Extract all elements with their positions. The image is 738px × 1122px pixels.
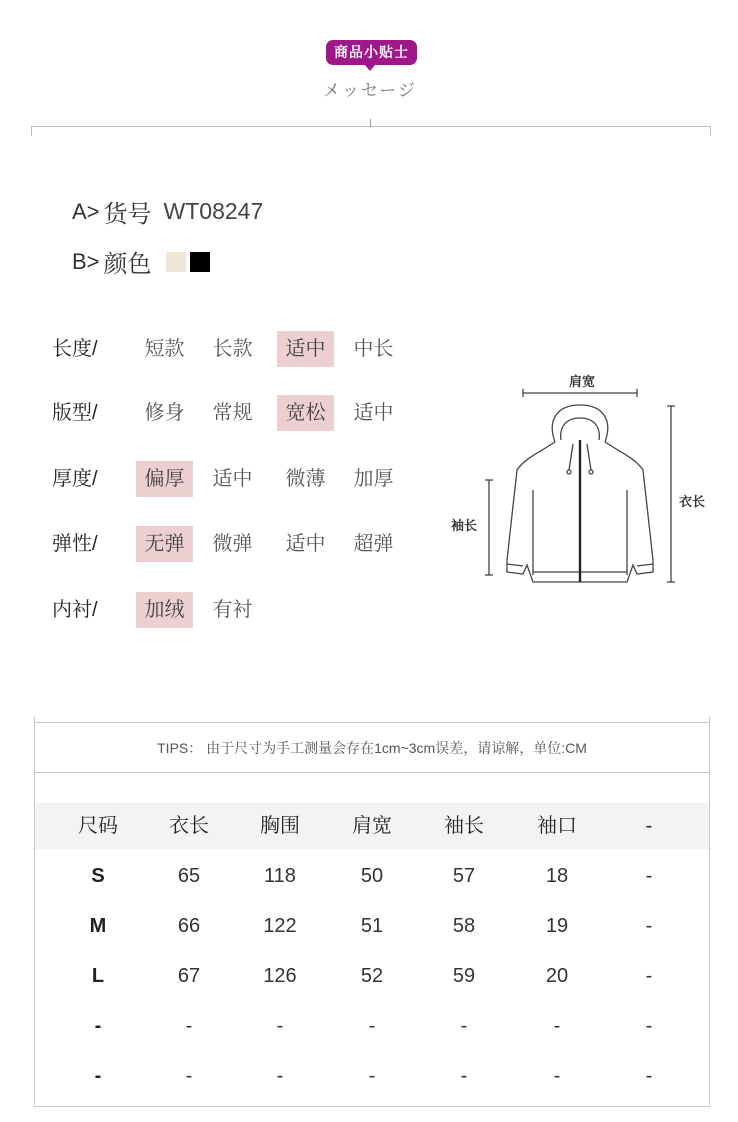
attribute-row [52,331,432,367]
table-cell: 58 [452,915,476,937]
attribute-option: 微弹 [212,533,253,555]
table-cell: 52 [360,965,384,987]
section-subtitle: メッセージ [323,81,417,100]
table-header-cell: 袖长 [444,815,484,837]
table-cell: - [185,1065,193,1087]
table-row [35,1003,709,1049]
divider-tick [370,119,371,127]
table-cell: - [276,1065,284,1087]
attribute-option: 适中 [353,402,394,424]
table-cell: 65 [177,865,201,887]
item-number-key: 货号 [103,201,152,228]
table-row [35,953,709,999]
attribute-option: 微薄 [285,468,326,490]
table-row [35,1053,709,1099]
table-cell: 51 [360,915,384,937]
table-cell: - [460,1065,468,1087]
attribute-option-selected: 无弹 [136,526,193,562]
attribute-option: 短款 [144,338,185,360]
table-cell: 118 [264,865,296,887]
table-cell: - [94,1015,102,1037]
attribute-row [52,526,432,562]
table-cell: 18 [545,865,569,887]
table-cell: 67 [177,965,201,987]
attribute-option: 适中 [212,468,253,490]
attribute-title: 长度/ [52,338,98,360]
table-cell: - [185,1015,193,1037]
table-cell: S [91,865,105,887]
table-cell: - [553,1065,561,1087]
badge-pointer [364,64,376,71]
attribute-option: 修身 [144,402,185,424]
table-cell: - [368,1065,376,1087]
attribute-title: 内衬/ [52,599,98,621]
attribute-option: 适中 [285,533,326,555]
table-cell: - [368,1015,376,1037]
attribute-title: 弹性/ [52,533,98,555]
attribute-option: 超弹 [353,533,394,555]
attribute-row [52,592,432,628]
table-cell: 122 [263,915,297,937]
attribute-option-selected: 宽松 [277,395,334,431]
tips-badge: 商品小贴士 [326,40,417,65]
attribute-option-selected: 加绒 [136,592,193,628]
attribute-option: 中长 [353,338,394,360]
table-header-cell: 袖口 [537,815,577,837]
size-diagram [445,360,715,600]
table-cell: - [553,1015,561,1037]
table-cell: 126 [263,965,297,987]
table-cell: - [645,965,653,987]
table-cell: - [645,915,653,937]
attribute-row [52,461,432,497]
table-cell: - [645,1015,653,1037]
color-prefix: B> [72,248,100,274]
attribute-option: 加厚 [353,468,394,490]
table-cell: - [460,1015,468,1037]
attribute-title: 厚度/ [52,468,98,490]
table-cell: 66 [177,915,201,937]
table-cell: - [645,865,653,887]
shoulder-width-label: 肩宽 [569,374,596,389]
size-table [34,722,710,1107]
table-cell: - [645,1065,653,1087]
table-header-cell: 胸围 [260,815,300,837]
item-number-prefix: A> [72,198,100,224]
table-row [35,903,709,949]
table-cell: M [89,915,107,937]
item-number-value: WT08247 [163,198,264,224]
table-header-cell: - [645,815,653,837]
table-header-cell: 肩宽 [352,815,392,837]
table-row [35,853,709,899]
table-cell: L [91,965,105,987]
color-row [72,244,210,279]
table-cell: 50 [360,865,384,887]
sleeve-length-label: 袖长 [451,518,478,533]
swatch-cream [166,252,186,272]
attribute-option: 长款 [212,338,253,360]
attribute-row [52,395,432,431]
section-divider [31,126,711,136]
table-cell: 59 [452,965,476,987]
table-cell: 19 [545,915,569,937]
table-cell: 57 [452,865,476,887]
attribute-option: 有衬 [212,599,253,621]
table-header-cell: 衣长 [169,815,209,837]
table-cell: - [276,1015,284,1037]
table-cell: 20 [545,965,569,987]
hoodie-illustration [445,360,715,600]
color-swatches [162,252,210,272]
swatch-black [190,252,210,272]
color-key: 颜色 [103,251,152,278]
table-cell: - [94,1065,102,1087]
attribute-title: 版型/ [52,402,98,424]
item-number-row [72,194,263,229]
garment-length-label: 衣长 [679,494,706,509]
attribute-option-selected: 适中 [277,331,334,367]
table-header-row [35,803,709,849]
attribute-option-selected: 偏厚 [136,461,193,497]
attribute-option: 常规 [212,402,253,424]
measurement-tips: TIPS： 由于尺寸为手工测量会存在1cm~3cm误差，请谅解，单位:CM [35,723,709,773]
table-header-cell: 尺码 [78,815,118,837]
